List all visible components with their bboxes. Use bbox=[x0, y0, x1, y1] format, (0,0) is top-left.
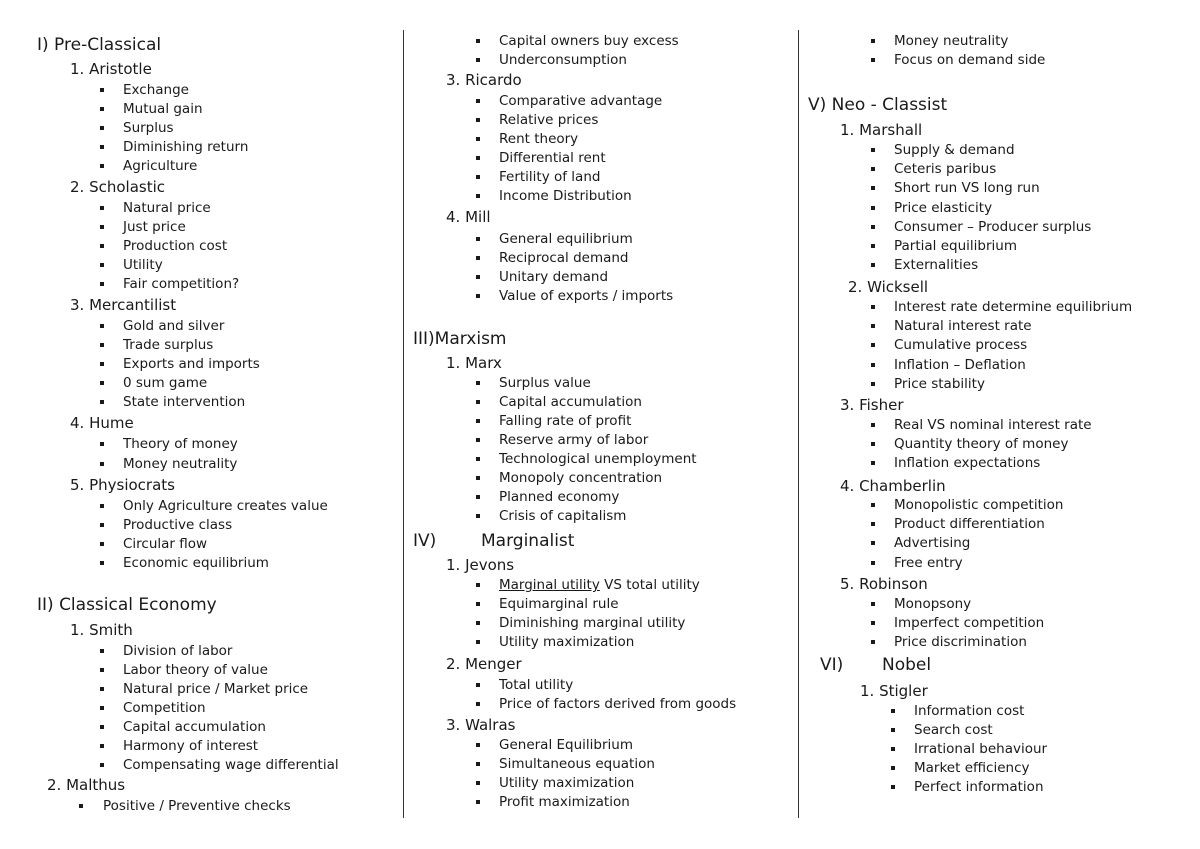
list-item-scholastic: Fair competition? bbox=[123, 276, 240, 292]
list-item-malthus_cont: Capital owners buy excess bbox=[499, 33, 679, 49]
bullet-icon bbox=[891, 766, 895, 770]
bullet-icon bbox=[871, 244, 875, 248]
bullet-icon bbox=[100, 282, 104, 286]
subheading-marshall: 1. Marshall bbox=[840, 121, 923, 139]
bullet-icon bbox=[871, 602, 875, 606]
list-item-mercantilist: Exports and imports bbox=[123, 356, 260, 372]
bullet-icon bbox=[100, 362, 104, 366]
bullet-icon bbox=[871, 324, 875, 328]
subheading-hume: 4. Hume bbox=[70, 414, 134, 432]
list-item-aristotle: Agriculture bbox=[123, 158, 198, 174]
list-item-aristotle: Mutual gain bbox=[123, 101, 203, 117]
list-item-marx: Technological unemployment bbox=[499, 451, 697, 467]
bullet-icon bbox=[476, 156, 480, 160]
list-item-ricardo: Comparative advantage bbox=[499, 93, 663, 109]
bullet-icon bbox=[476, 137, 480, 141]
list-item-marshall: Partial equilibrium bbox=[894, 238, 1017, 254]
bullet-icon bbox=[476, 800, 480, 804]
list-item-smith: Labor theory of value bbox=[123, 662, 268, 678]
list-item-malthus: Positive / Preventive checks bbox=[103, 798, 291, 814]
list-item-wicksell: Price stability bbox=[894, 375, 985, 392]
bullet-icon bbox=[476, 457, 480, 461]
list-item-scholastic: Just price bbox=[123, 219, 186, 235]
list-item-ricardo: Fertility of land bbox=[499, 169, 601, 185]
list-item-fisher: Quantity theory of money bbox=[894, 436, 1069, 453]
list-item-jevons: Utility maximization bbox=[499, 634, 635, 650]
list-item-wicksell: Natural interest rate bbox=[894, 318, 1032, 335]
bullet-icon bbox=[891, 709, 895, 713]
section-heading-marginalist-title: Marginalist bbox=[481, 531, 575, 551]
list-item-ricardo: Income Distribution bbox=[499, 188, 632, 204]
subheading-fisher: 3. Fisher bbox=[840, 396, 904, 414]
bullet-icon bbox=[100, 343, 104, 347]
bullet-icon bbox=[100, 126, 104, 130]
bullet-icon bbox=[100, 442, 104, 446]
list-item-marx: Surplus value bbox=[499, 375, 591, 391]
list-item-marshall: Ceteris paribus bbox=[894, 161, 997, 178]
list-item-mercantilist: Gold and silver bbox=[123, 318, 225, 334]
bullet-icon bbox=[100, 263, 104, 267]
bullet-icon bbox=[476, 495, 480, 499]
list-item-wicksell: Inflation – Deflation bbox=[894, 356, 1026, 373]
list-item-robinson: Imperfect competition bbox=[894, 615, 1045, 631]
bullet-icon bbox=[871, 640, 875, 644]
bullet-icon bbox=[476, 683, 480, 687]
list-item-fisher: Inflation expectations bbox=[894, 455, 1041, 472]
list-item-smith: Division of labor bbox=[123, 643, 233, 659]
section-heading-marxism: III)Marxism bbox=[413, 329, 507, 349]
list-item-smith: Capital accumulation bbox=[123, 719, 266, 735]
bullet-icon bbox=[100, 504, 104, 508]
bullet-icon bbox=[871, 461, 875, 465]
bullet-icon bbox=[871, 363, 875, 367]
list-item-jevons bbox=[499, 577, 700, 593]
list-item-ricardo: Rent theory bbox=[499, 131, 579, 147]
section-heading-marginalist-numeral: IV) bbox=[413, 531, 437, 551]
section-heading-nobel-title: Nobel bbox=[882, 655, 932, 675]
subheading-chamberlin: 4. Chamberlin bbox=[840, 477, 946, 495]
list-item-marshall: Consumer – Producer surplus bbox=[894, 218, 1092, 235]
bullet-icon bbox=[476, 621, 480, 625]
list-item-malthus_cont: Underconsumption bbox=[499, 52, 627, 68]
list-item-hume: Money neutrality bbox=[123, 455, 238, 472]
list-item-aristotle: Surplus bbox=[123, 120, 174, 136]
subheading-walras: 3. Walras bbox=[446, 716, 516, 734]
list-item-mill: Value of exports / imports bbox=[499, 288, 674, 304]
column-divider-right bbox=[798, 30, 799, 818]
subheading-mill: 4. Mill bbox=[446, 208, 491, 226]
bullet-icon bbox=[100, 462, 104, 466]
list-item-walras: Simultaneous equation bbox=[499, 756, 655, 772]
bullet-icon bbox=[100, 381, 104, 385]
bullet-icon bbox=[100, 324, 104, 328]
underlined-term: Marginal utility bbox=[499, 577, 600, 593]
list-item-chamberlin: Advertising bbox=[894, 535, 971, 552]
bullet-icon bbox=[476, 602, 480, 606]
subheading-ricardo: 3. Ricardo bbox=[446, 71, 522, 89]
bullet-icon bbox=[476, 743, 480, 747]
bullet-icon bbox=[871, 423, 875, 427]
bullet-icon bbox=[100, 206, 104, 210]
bullet-icon bbox=[476, 640, 480, 644]
bullet-icon bbox=[871, 263, 875, 267]
list-item-carry: Money neutrality bbox=[894, 33, 1009, 49]
bullet-icon bbox=[476, 175, 480, 179]
list-item-mercantilist: State intervention bbox=[123, 394, 246, 410]
section-heading-classical: II) Classical Economy bbox=[37, 595, 217, 615]
list-item-marx: Reserve army of labor bbox=[499, 432, 649, 448]
bullet-icon bbox=[871, 305, 875, 309]
list-item-smith: Compensating wage differential bbox=[123, 757, 339, 773]
list-item-chamberlin: Monopolistic competition bbox=[894, 497, 1064, 513]
bullet-icon bbox=[100, 725, 104, 729]
list-item-jevons: Diminishing marginal utility bbox=[499, 615, 686, 631]
bullet-icon bbox=[871, 225, 875, 229]
bullet-icon bbox=[100, 763, 104, 767]
bullet-icon bbox=[476, 275, 480, 279]
list-item-marx: Planned economy bbox=[499, 489, 620, 505]
bullet-icon bbox=[100, 164, 104, 168]
bullet-icon bbox=[871, 382, 875, 386]
list-item-marshall: Price elasticity bbox=[894, 199, 993, 216]
bullet-icon bbox=[476, 237, 480, 241]
list-item-aristotle: Exchange bbox=[123, 82, 189, 98]
list-item-smith: Harmony of interest bbox=[123, 738, 259, 754]
section-heading-neoclassist: V) Neo - Classist bbox=[808, 95, 948, 115]
bullet-icon bbox=[100, 687, 104, 691]
bullet-icon bbox=[871, 206, 875, 210]
list-item-walras: Profit maximization bbox=[499, 794, 630, 810]
bullet-icon bbox=[100, 107, 104, 111]
bullet-icon bbox=[100, 668, 104, 672]
list-item-physiocrats: Economic equilibrium bbox=[123, 555, 269, 571]
bullet-icon bbox=[871, 167, 875, 171]
subheading-aristotle: 1. Aristotle bbox=[70, 60, 152, 78]
list-item-aristotle: Diminishing return bbox=[123, 139, 249, 155]
subheading-malthus: 2. Malthus bbox=[47, 776, 126, 794]
subheading-wicksell: 2. Wicksell bbox=[848, 278, 929, 296]
list-item-physiocrats: Productive class bbox=[123, 517, 233, 533]
list-item-walras: Utility maximization bbox=[499, 775, 635, 791]
list-item-menger: Total utility bbox=[499, 677, 574, 693]
bullet-icon bbox=[871, 343, 875, 347]
bullet-icon bbox=[476, 99, 480, 103]
list-item-hume: Theory of money bbox=[123, 436, 238, 452]
bullet-icon bbox=[871, 541, 875, 545]
bullet-icon bbox=[476, 702, 480, 706]
list-item-scholastic: Utility bbox=[123, 257, 163, 273]
list-item-marshall: Externalities bbox=[894, 257, 979, 274]
list-item-mill: Reciprocal demand bbox=[499, 250, 629, 266]
list-item-wicksell: Cumulative process bbox=[894, 337, 1028, 354]
list-item-carry: Focus on demand side bbox=[894, 52, 1046, 68]
list-item-marx: Monopoly concentration bbox=[499, 470, 663, 486]
bullet-icon bbox=[476, 438, 480, 442]
list-item-stigler: Information cost bbox=[914, 703, 1025, 719]
bullet-icon bbox=[871, 186, 875, 190]
list-item-marshall: Supply & demand bbox=[894, 142, 1015, 158]
list-item-scholastic: Production cost bbox=[123, 238, 228, 254]
bullet-icon bbox=[100, 706, 104, 710]
bullet-icon bbox=[476, 781, 480, 785]
column-divider-left bbox=[403, 30, 404, 818]
bullet-icon bbox=[100, 523, 104, 527]
list-item-robinson: Monopsony bbox=[894, 596, 972, 612]
list-item-stigler: Irrational behaviour bbox=[914, 741, 1048, 757]
section-heading-preclassical: I) Pre-Classical bbox=[37, 35, 162, 55]
list-item-smith: Natural price / Market price bbox=[123, 681, 309, 697]
bullet-icon bbox=[871, 58, 875, 62]
list-item-marx: Capital accumulation bbox=[499, 394, 642, 410]
subheading-robinson: 5. Robinson bbox=[840, 575, 928, 593]
section-heading-nobel-numeral: VI) bbox=[820, 655, 844, 675]
bullet-icon bbox=[476, 39, 480, 43]
list-item-robinson: Price discrimination bbox=[894, 634, 1027, 650]
subheading-jevons: 1. Jevons bbox=[446, 556, 515, 574]
bullet-icon bbox=[476, 514, 480, 518]
bullet-icon bbox=[100, 744, 104, 748]
bullet-icon bbox=[871, 522, 875, 526]
subheading-scholastic: 2. Scholastic bbox=[70, 178, 166, 196]
list-item-stigler: Search cost bbox=[914, 722, 993, 738]
bullet-icon bbox=[891, 785, 895, 789]
bullet-icon bbox=[100, 542, 104, 546]
bullet-icon bbox=[871, 148, 875, 152]
bullet-icon bbox=[100, 88, 104, 92]
list-item-smith: Competition bbox=[123, 700, 206, 716]
bullet-icon bbox=[100, 561, 104, 565]
subheading-mercantilist: 3. Mercantilist bbox=[70, 296, 177, 314]
list-item-walras: General Equilibrium bbox=[499, 737, 633, 753]
bullet-icon bbox=[891, 747, 895, 751]
list-item-physiocrats: Only Agriculture creates value bbox=[123, 498, 328, 514]
list-item-mercantilist: Trade surplus bbox=[123, 337, 214, 353]
bullet-icon bbox=[476, 256, 480, 260]
list-item-fisher: Real VS nominal interest rate bbox=[894, 417, 1092, 433]
bullet-icon bbox=[476, 400, 480, 404]
bullet-icon bbox=[476, 58, 480, 62]
bullet-icon bbox=[476, 762, 480, 766]
bullet-icon bbox=[871, 39, 875, 43]
bullet-icon bbox=[476, 419, 480, 423]
term-rest: VS total utility bbox=[599, 577, 700, 593]
list-item-stigler: Perfect information bbox=[914, 779, 1044, 795]
list-item-marx: Crisis of capitalism bbox=[499, 508, 627, 524]
list-item-stigler: Market efficiency bbox=[914, 760, 1030, 776]
bullet-icon bbox=[100, 225, 104, 229]
bullet-icon bbox=[871, 442, 875, 446]
bullet-icon bbox=[100, 400, 104, 404]
list-item-mercantilist: 0 sum game bbox=[123, 375, 208, 391]
bullet-icon bbox=[100, 145, 104, 149]
list-item-ricardo: Relative prices bbox=[499, 112, 599, 128]
list-item-physiocrats: Circular flow bbox=[123, 536, 208, 552]
list-item-marx: Falling rate of profit bbox=[499, 413, 632, 429]
bullet-icon bbox=[476, 194, 480, 198]
subheading-physiocrats: 5. Physiocrats bbox=[70, 476, 175, 494]
bullet-icon bbox=[871, 503, 875, 507]
list-item-mill: General equilibrium bbox=[499, 231, 633, 247]
bullet-icon bbox=[476, 294, 480, 298]
list-item-jevons: Equimarginal rule bbox=[499, 596, 619, 612]
bullet-icon bbox=[476, 381, 480, 385]
bullet-icon bbox=[871, 561, 875, 565]
list-item-wicksell: Interest rate determine equilibrium bbox=[894, 299, 1133, 315]
list-item-chamberlin: Free entry bbox=[894, 554, 963, 571]
list-item-marshall: Short run VS long run bbox=[894, 180, 1040, 197]
bullet-icon bbox=[79, 804, 83, 808]
bullet-icon bbox=[476, 476, 480, 480]
bullet-icon bbox=[100, 244, 104, 248]
bullet-icon bbox=[100, 649, 104, 653]
subheading-menger: 2. Menger bbox=[446, 655, 522, 673]
subheading-smith: 1. Smith bbox=[70, 621, 133, 639]
list-item-chamberlin: Product differentiation bbox=[894, 516, 1045, 533]
subheading-marx: 1. Marx bbox=[446, 354, 502, 372]
list-item-ricardo: Differential rent bbox=[499, 150, 606, 166]
bullet-icon bbox=[891, 728, 895, 732]
list-item-scholastic: Natural price bbox=[123, 200, 211, 216]
bullet-icon bbox=[871, 621, 875, 625]
subheading-stigler: 1. Stigler bbox=[860, 682, 928, 700]
bullet-icon bbox=[476, 583, 480, 587]
bullet-icon bbox=[476, 118, 480, 122]
list-item-mill: Unitary demand bbox=[499, 269, 609, 285]
list-item-menger: Price of factors derived from goods bbox=[499, 696, 737, 712]
